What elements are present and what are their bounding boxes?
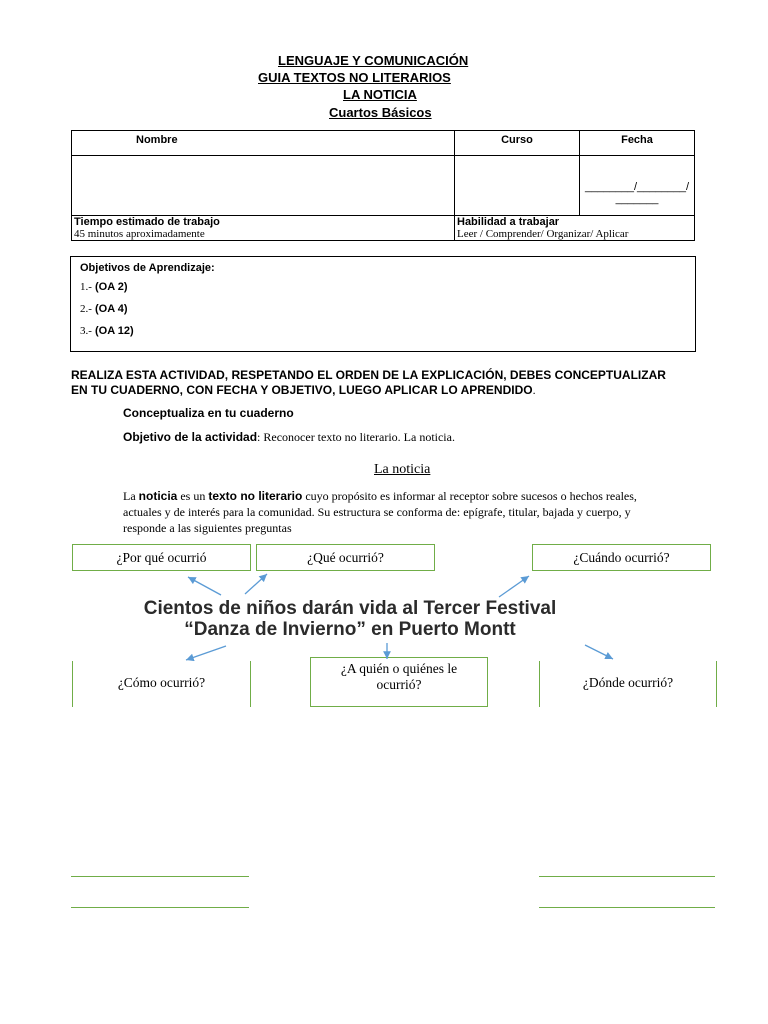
- fecha-header: Fecha: [580, 131, 695, 156]
- objetivo-actividad: Objetivo de la actividad: Reconocer texto no literario. La noticia.: [123, 430, 455, 444]
- definition-paragraph: La noticia es un texto no literario cuyo propósito es informar al receptor sobre sucesos o hechos reales, actuales y de interés para la comunidad. Su estructura se conforma de: epígrafe, titular, bajada y cuerpo, y responde a las siguientes preguntas: [123, 489, 637, 535]
- question-cuando: ¿Cuándo ocurrió?: [532, 544, 711, 571]
- headline-line-1: Cientos de niños darán vida al Tercer Festival: [143, 598, 557, 619]
- instruction-line-2: EN TU CUADERNO, CON FECHA Y OBJETIVO, LUEGO APLICAR LO APRENDIDO.: [71, 383, 536, 397]
- level-title: Cuartos Básicos: [329, 105, 432, 120]
- tiempo-value: 45 minutos aproximadamente: [74, 228, 205, 240]
- arrow-que-icon: [245, 574, 267, 594]
- objective-item-1: 1.- (OA 2): [80, 281, 128, 293]
- subject-title: LENGUAJE Y COMUNICACIÓN: [278, 53, 469, 68]
- objective-item-2: 2.- (OA 4): [80, 303, 128, 315]
- answer-line-right-1[interactable]: [539, 876, 715, 877]
- objectives-title: Objetivos de Aprendizaje:: [80, 262, 215, 274]
- arrow-por-que-icon: [188, 577, 221, 595]
- question-donde: ¿Dónde ocurrió?: [582, 675, 674, 690]
- guide-title: GUIA TEXTOS NO LITERARIOS: [258, 70, 451, 85]
- curso-header: Curso: [455, 131, 580, 156]
- question-a-quien: ¿A quién o quiénes le ocurrió?: [310, 657, 488, 707]
- habilidad-label: Habilidad a trabajar: [457, 216, 560, 228]
- conceptualiza-label: Conceptualiza en tu cuaderno: [123, 406, 294, 420]
- arrow-cuando-icon: [499, 576, 529, 597]
- question-como: ¿Cómo ocurrió?: [117, 675, 206, 690]
- answer-line-left-2[interactable]: [71, 907, 249, 908]
- question-por-que: ¿Por qué ocurrió: [72, 544, 251, 571]
- tiempo-label: Tiempo estimado de trabajo: [74, 216, 220, 228]
- question-que: ¿Qué ocurrió?: [256, 544, 435, 571]
- answer-line-left-1[interactable]: [71, 876, 249, 877]
- nombre-header: Nombre: [72, 131, 455, 156]
- headline-line-2: “Danza de Invierno” en Puerto Montt: [184, 619, 516, 640]
- arrow-como-icon: [186, 646, 226, 660]
- habilidad-value: Leer / Comprender/ Organizar/ Aplicar: [457, 228, 629, 240]
- arrow-donde-icon: [585, 645, 613, 659]
- answer-line-right-2[interactable]: [539, 907, 715, 908]
- fecha-blank: ________/________/ _______: [585, 180, 689, 205]
- objective-item-3: 3.- (OA 12): [80, 325, 134, 337]
- section-title: La noticia: [374, 462, 431, 477]
- instruction-line-1: REALIZA ESTA ACTIVIDAD, RESPETANDO EL ORDEN DE LA EXPLICACIÓN, DEBES CONCEPTUALIZAR: [71, 368, 666, 382]
- topic-title: LA NOTICIA: [343, 87, 417, 102]
